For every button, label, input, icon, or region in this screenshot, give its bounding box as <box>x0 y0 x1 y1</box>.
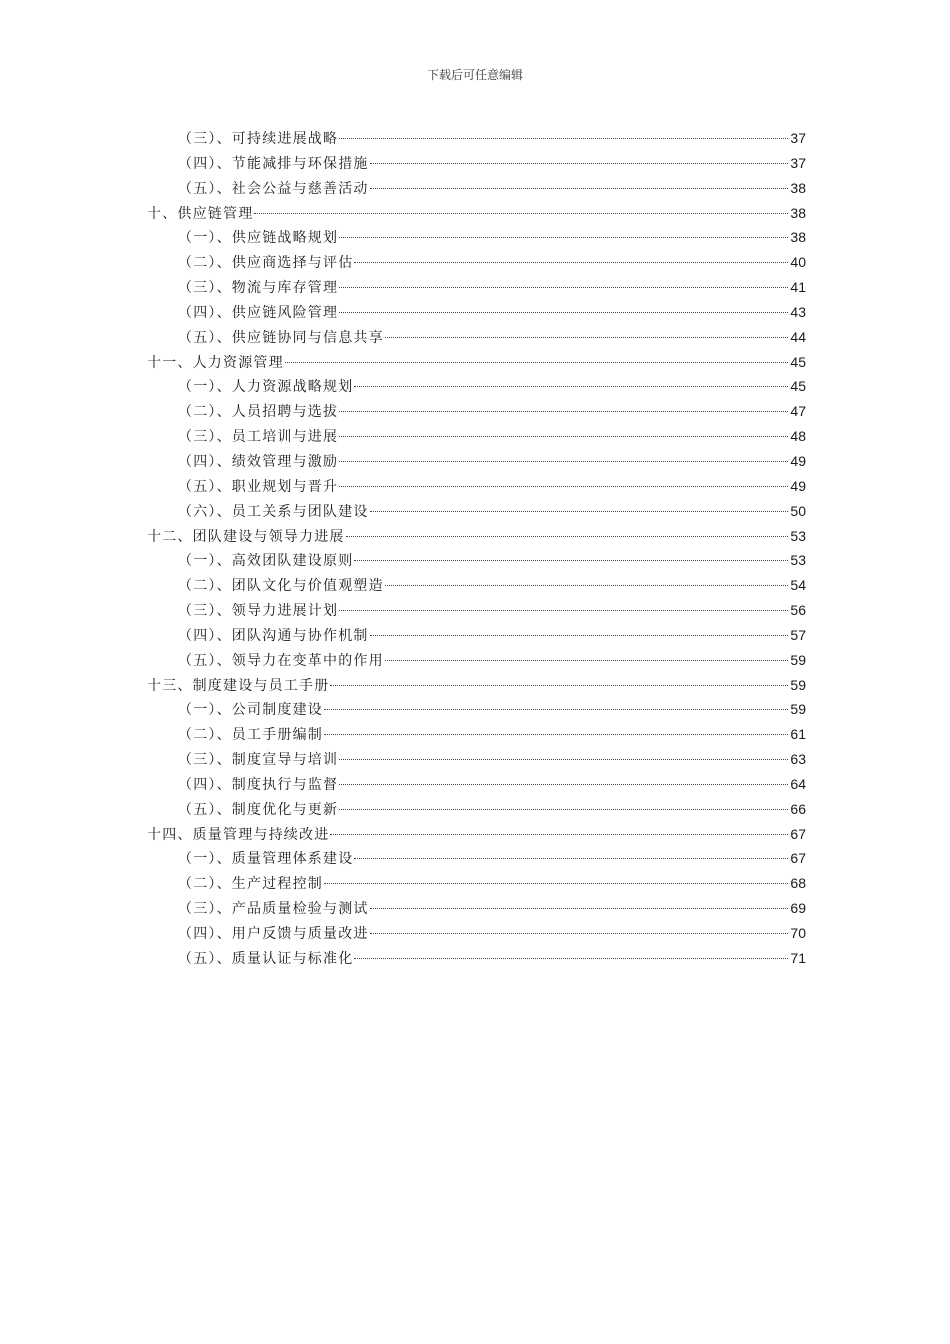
page-header: 下载后可任意编辑 <box>426 68 523 82</box>
toc-chapter-entry[interactable] <box>147 673 806 698</box>
toc-section-entry[interactable] <box>147 598 806 623</box>
toc-entry-page-number: 57 <box>790 626 806 643</box>
toc-section-entry[interactable] <box>147 648 806 673</box>
toc-entry-title: （五）、制度优化与更新 <box>178 801 339 818</box>
toc-entry-title: （三）、员工培训与进展 <box>178 429 339 446</box>
toc-entry-title: （三）、物流与库存管理 <box>178 280 339 297</box>
toc-section-entry[interactable] <box>147 176 806 201</box>
toc-entry-title: （三）、制度宣导与培训 <box>178 752 339 769</box>
toc-dot-leader <box>385 337 789 338</box>
toc-section-entry[interactable] <box>147 499 806 524</box>
toc-entry-title: （四）、供应链风险管理 <box>178 304 339 321</box>
toc-section-entry[interactable] <box>147 325 806 350</box>
toc-entry-title: 十一、人力资源管理 <box>147 354 284 371</box>
toc-entry-title: 十四、质量管理与持续改进 <box>147 826 330 843</box>
toc-section-entry[interactable] <box>147 772 806 797</box>
toc-chapter-entry[interactable] <box>147 350 806 375</box>
toc-dot-leader <box>370 635 789 636</box>
toc-entry-page-number: 69 <box>790 900 806 917</box>
toc-section-entry[interactable] <box>147 946 806 971</box>
toc-entry-page-number: 40 <box>790 254 806 271</box>
toc-entry-page-number: 45 <box>790 378 806 395</box>
toc-entry-title: （二）、团队文化与价值观塑造 <box>178 578 384 595</box>
toc-section-entry[interactable] <box>147 722 806 747</box>
toc-dot-leader <box>339 809 788 810</box>
toc-dot-leader <box>339 759 788 760</box>
toc-dot-leader <box>330 834 788 835</box>
toc-section-entry[interactable] <box>147 797 806 822</box>
toc-entry-page-number: 59 <box>790 701 806 718</box>
toc-entry-page-number: 45 <box>790 353 806 370</box>
toc-entry-page-number: 59 <box>790 676 806 693</box>
toc-entry-page-number: 38 <box>790 204 806 221</box>
table-of-contents <box>147 126 806 971</box>
toc-entry-title: （五）、职业规划与晋升 <box>178 478 339 495</box>
toc-entry-page-number: 37 <box>790 154 806 171</box>
toc-dot-leader <box>324 709 788 710</box>
toc-section-entry[interactable] <box>147 623 806 648</box>
toc-section-entry[interactable] <box>147 449 806 474</box>
toc-entry-page-number: 61 <box>790 726 806 743</box>
toc-entry-title: 十三、制度建设与员工手册 <box>147 677 330 694</box>
toc-chapter-entry[interactable] <box>147 201 806 226</box>
toc-dot-leader <box>354 386 788 387</box>
toc-section-entry[interactable] <box>147 300 806 325</box>
toc-section-entry[interactable] <box>147 225 806 250</box>
toc-dot-leader <box>370 163 789 164</box>
toc-entry-title: （五）、供应链协同与信息共享 <box>178 329 384 346</box>
toc-entry-title: （四）、用户反馈与质量改进 <box>178 926 369 942</box>
toc-dot-leader <box>354 958 788 959</box>
toc-entry-page-number: 48 <box>790 428 806 445</box>
toc-entry-page-number: 41 <box>790 279 806 296</box>
toc-entry-page-number: 59 <box>790 651 806 668</box>
toc-entry-page-number: 38 <box>790 179 806 196</box>
toc-entry-title: （四）、节能减排与环保措施 <box>178 155 369 172</box>
toc-entry-title: （一）、高效团队建设原则 <box>178 553 354 570</box>
toc-entry-title: （一）、人力资源战略规划 <box>178 379 354 396</box>
toc-dot-leader <box>339 411 788 412</box>
toc-section-entry[interactable] <box>147 846 806 871</box>
toc-entry-page-number: 68 <box>790 875 806 892</box>
toc-entry-title: （六）、员工关系与团队建设 <box>178 503 369 520</box>
toc-dot-leader <box>339 461 788 462</box>
toc-entry-title: （三）、可持续进展战略 <box>178 131 339 147</box>
toc-section-entry[interactable] <box>147 871 806 896</box>
toc-entry-title: （一）、公司制度建设 <box>178 702 323 719</box>
toc-dot-leader <box>339 784 788 785</box>
toc-entry-page-number: 63 <box>790 751 806 768</box>
toc-entry-page-number: 53 <box>790 552 806 569</box>
toc-entry-page-number: 37 <box>790 130 806 146</box>
toc-entry-page-number: 67 <box>790 825 806 842</box>
toc-entry-title: （五）、社会公益与慈善活动 <box>178 180 369 197</box>
toc-entry-page-number: 50 <box>790 502 806 519</box>
toc-dot-leader <box>385 660 789 661</box>
toc-dot-leader <box>370 188 789 189</box>
toc-dot-leader <box>324 734 788 735</box>
toc-entry-title: （五）、领导力在变革中的作用 <box>178 652 384 669</box>
toc-entry-page-number: 70 <box>790 925 806 941</box>
toc-entry-title: （一）、供应链战略规划 <box>178 230 339 247</box>
toc-entry-page-number: 71 <box>790 949 806 966</box>
toc-entry-page-number: 49 <box>790 452 806 469</box>
toc-dot-leader <box>330 685 788 686</box>
toc-entry-page-number: 38 <box>790 229 806 246</box>
toc-entry-page-number: 54 <box>790 577 806 594</box>
toc-entry-page-number: 44 <box>790 328 806 345</box>
toc-entry-page-number: 67 <box>790 850 806 867</box>
toc-dot-leader <box>254 213 788 214</box>
toc-entry-page-number: 53 <box>790 527 806 544</box>
toc-section-entry[interactable] <box>147 474 806 499</box>
toc-dot-leader <box>324 883 788 884</box>
toc-entry-title: 十、供应链管理 <box>147 205 254 222</box>
toc-chapter-entry[interactable] <box>147 524 806 549</box>
toc-entry-page-number: 64 <box>790 775 806 792</box>
toc-entry-page-number: 56 <box>790 602 806 619</box>
toc-chapter-entry[interactable] <box>147 822 806 847</box>
toc-section-entry[interactable] <box>147 548 806 573</box>
toc-dot-leader <box>339 610 788 611</box>
toc-dot-leader <box>385 585 789 586</box>
toc-dot-leader <box>339 287 788 288</box>
toc-dot-leader <box>370 933 789 934</box>
toc-section-entry[interactable] <box>147 275 806 300</box>
toc-dot-leader <box>354 560 788 561</box>
toc-dot-leader <box>370 511 789 512</box>
toc-section-entry[interactable] <box>147 374 806 399</box>
toc-entry-title: （三）、领导力进展计划 <box>178 603 339 620</box>
toc-section-entry[interactable] <box>147 747 806 772</box>
toc-dot-leader <box>346 536 789 537</box>
toc-entry-page-number: 47 <box>790 403 806 420</box>
toc-entry-page-number: 66 <box>790 800 806 817</box>
toc-dot-leader <box>370 908 789 909</box>
toc-entry-page-number: 49 <box>790 477 806 494</box>
toc-entry-title: 十二、团队建设与领导力进展 <box>147 528 345 545</box>
toc-dot-leader <box>339 312 788 313</box>
toc-entry-title: （二）、供应商选择与评估 <box>178 255 354 272</box>
toc-dot-leader <box>354 858 788 859</box>
toc-entry-title: （二）、员工手册编制 <box>178 727 323 744</box>
toc-section-entry[interactable] <box>147 399 806 424</box>
toc-entry-title: （四）、团队沟通与协作机制 <box>178 627 369 644</box>
toc-entry-title: （一）、质量管理体系建设 <box>178 851 354 868</box>
toc-dot-leader <box>354 262 788 263</box>
toc-entry-title: （四）、制度执行与监督 <box>178 776 339 793</box>
toc-entry-title: （五）、质量认证与标准化 <box>178 950 354 967</box>
toc-section-entry[interactable] <box>147 424 806 449</box>
toc-section-entry[interactable] <box>147 697 806 722</box>
toc-entry-page-number: 43 <box>790 303 806 320</box>
toc-entry-title: （四）、绩效管理与激励 <box>178 453 339 470</box>
toc-section-entry[interactable] <box>147 126 806 151</box>
toc-dot-leader <box>339 486 788 487</box>
toc-section-entry[interactable] <box>147 151 806 176</box>
toc-section-entry[interactable] <box>147 921 806 946</box>
toc-section-entry[interactable] <box>147 573 806 598</box>
toc-entry-title: （二）、生产过程控制 <box>178 876 323 893</box>
toc-section-entry[interactable] <box>147 896 806 921</box>
toc-dot-leader <box>339 237 788 238</box>
toc-dot-leader <box>339 138 788 139</box>
toc-entry-title: （三）、产品质量检验与测试 <box>178 901 369 918</box>
toc-entry-title: （二）、人员招聘与选拔 <box>178 404 339 421</box>
toc-dot-leader <box>285 362 789 363</box>
toc-section-entry[interactable] <box>147 250 806 275</box>
toc-dot-leader <box>339 436 788 437</box>
